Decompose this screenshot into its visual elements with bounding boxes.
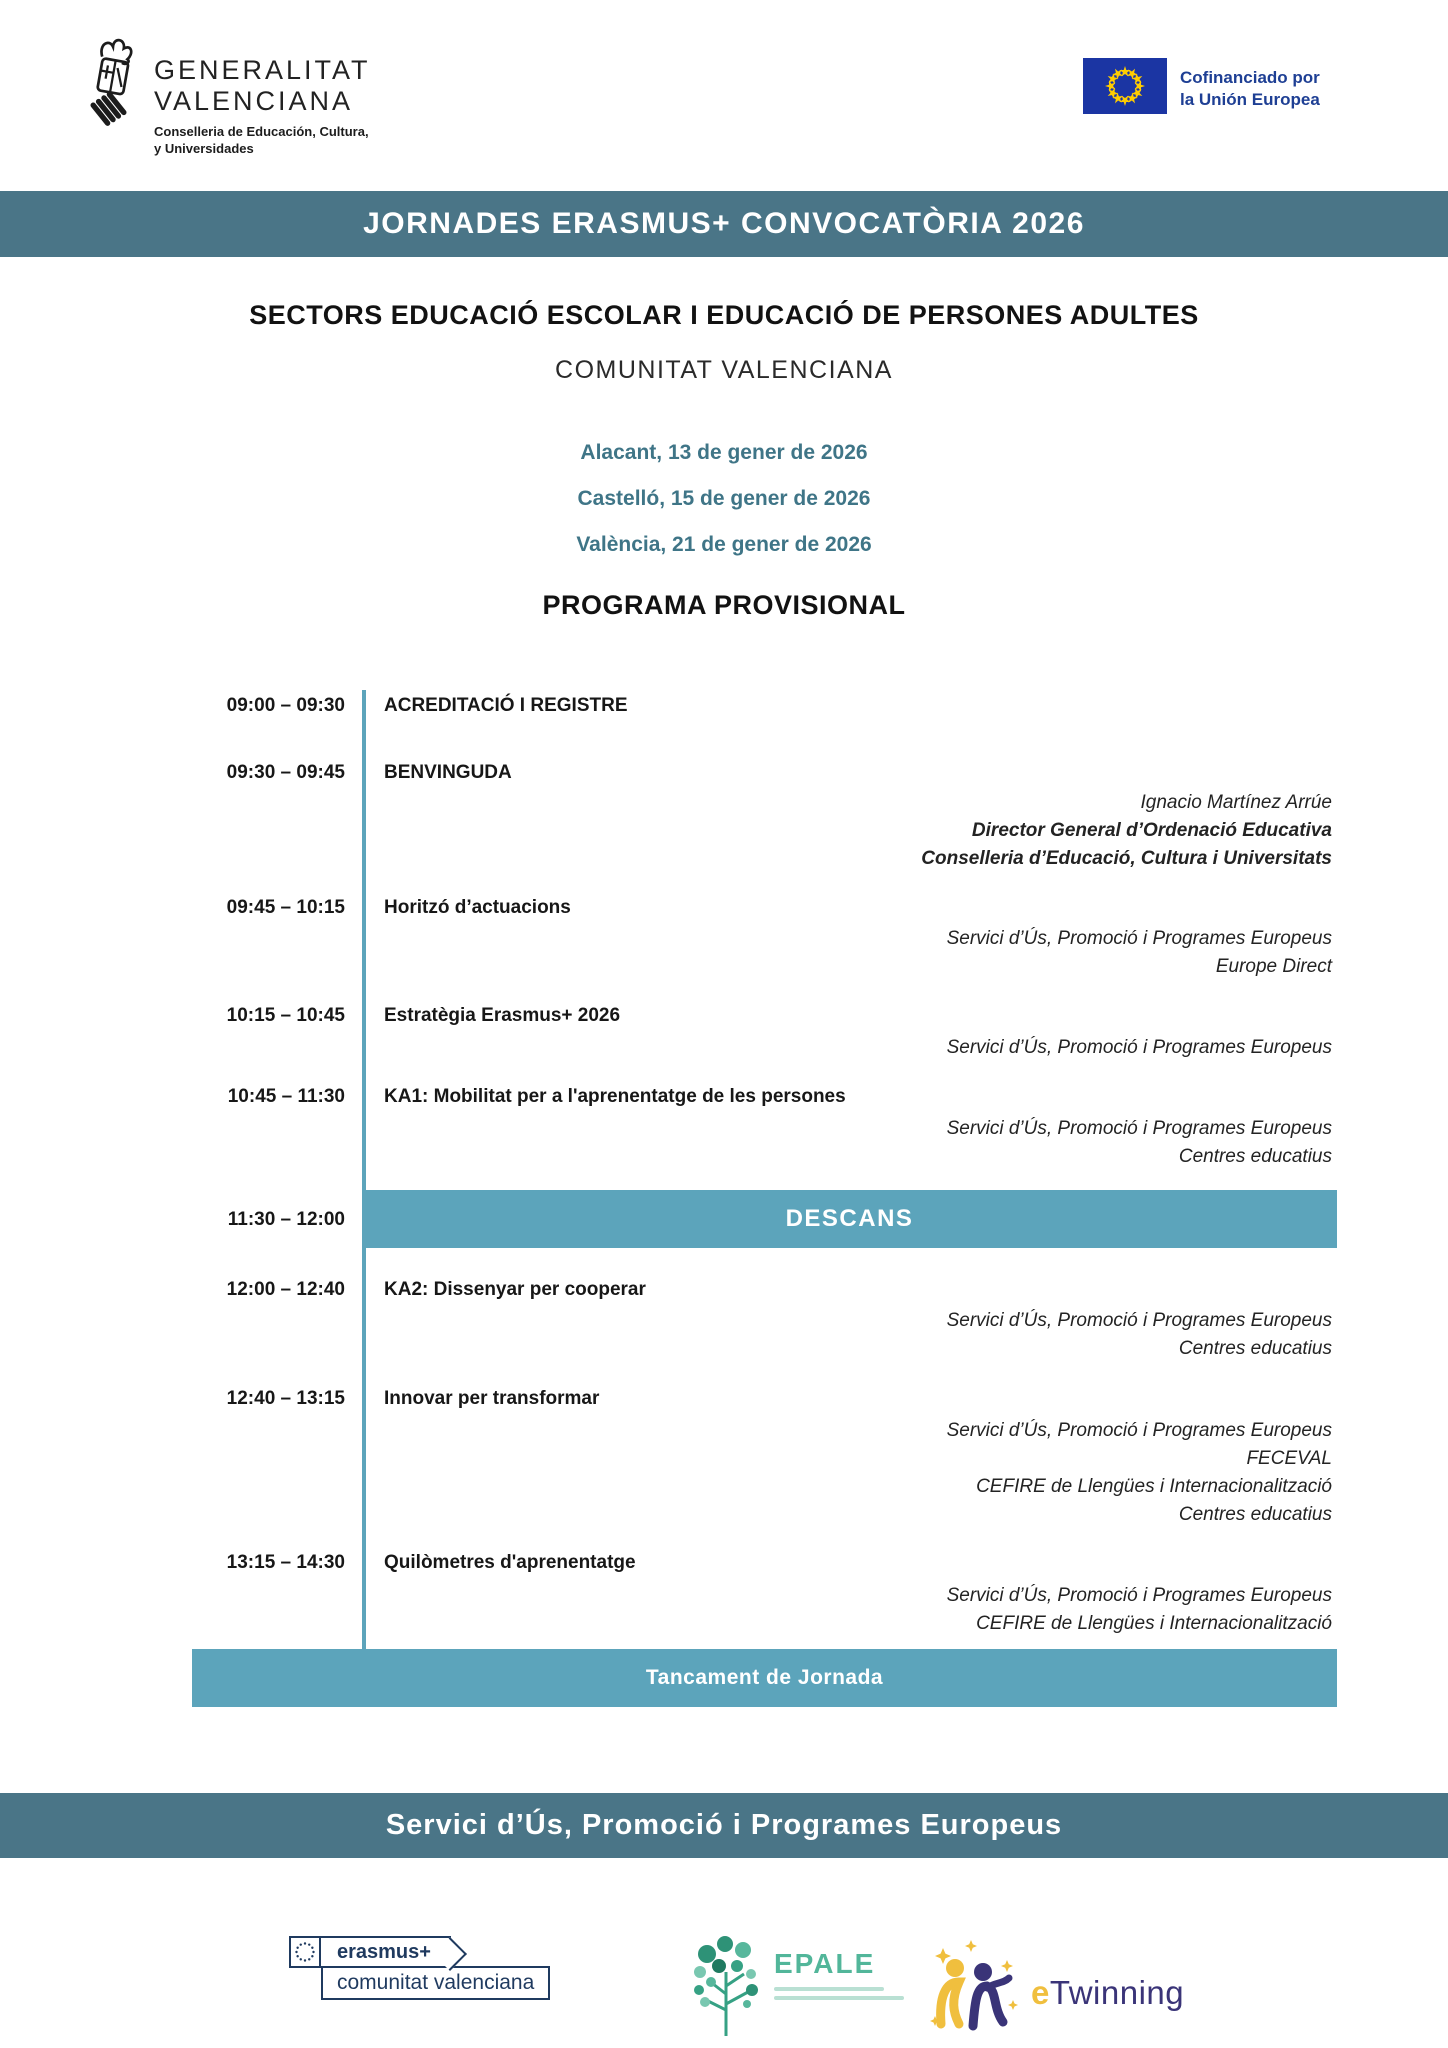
erasmus-plus-logo <box>289 1936 550 2000</box>
gva-name-line1: GENERALITAT <box>154 55 371 85</box>
schedule-time: 13:15 – 14:30 <box>226 1552 345 1573</box>
erasmus-eu-stars-icon <box>289 1936 321 1968</box>
speaker-line: Conselleria d’Educació, Cultura i Universitats <box>921 848 1332 869</box>
speaker-line: Ignacio Martínez Arrúe <box>1140 792 1332 813</box>
etwinning-logo-name <box>1031 1974 1184 2012</box>
etwinning-rest: Twinning <box>1049 1973 1185 2011</box>
etwinning-logo <box>915 1938 1184 2047</box>
eu-cofunded-line2: la Unión Europea <box>1180 89 1320 109</box>
schedule-title: Estratègia Erasmus+ 2026 <box>384 1005 621 1026</box>
break-band <box>362 1190 1337 1248</box>
epale-tagline-bar <box>774 1987 884 1991</box>
speaker-line: Servici d’Ús, Promoció i Programes Europeus <box>946 1118 1332 1139</box>
footer-banner <box>0 1793 1448 1858</box>
epale-tagline-bar <box>774 1996 904 2000</box>
speaker-line: Centres educatius <box>1178 1338 1332 1359</box>
gva-logo <box>86 33 371 157</box>
schedule-title: BENVINGUDA <box>384 762 512 783</box>
speaker-line: CEFIRE de Llengües i Internacionalització <box>976 1476 1332 1497</box>
epale-logo-name: EPALE <box>774 1948 876 1979</box>
speaker-line: Servici d’Ús, Promoció i Programes Europeus <box>946 928 1332 949</box>
gva-dept-line1: Conselleria de Educación, Cultura, <box>154 124 369 139</box>
schedule-title: Quilòmetres d'aprenentatge <box>384 1552 636 1573</box>
gva-name-line2: VALENCIANA <box>154 86 354 116</box>
schedule-title: ACREDITACIÓ I REGISTRE <box>384 695 628 716</box>
schedule-time: 11:30 – 12:00 <box>227 1209 345 1230</box>
region-subheading: COMUNITAT VALENCIANA <box>555 356 893 384</box>
title-banner-text: JORNADES ERASMUS+ CONVOCATÒRIA 2026 <box>363 207 1085 240</box>
epale-logo <box>690 1932 904 2048</box>
closing-band <box>192 1649 1337 1707</box>
closing-band-label: Tancament de Jornada <box>645 1666 884 1689</box>
session-date: Castelló, 15 de gener de 2026 <box>577 487 871 510</box>
eu-cofunded-line1: Cofinanciado por <box>1180 67 1320 87</box>
speaker-line: Servici d’Ús, Promoció i Programes Europeus <box>946 1585 1332 1606</box>
erasmus-logo-region: comunitat valenciana <box>321 1966 550 2000</box>
epale-tree-icon <box>690 1932 762 2048</box>
schedule-time: 09:00 – 09:30 <box>226 695 345 716</box>
schedule-title: Innovar per transformar <box>384 1388 600 1409</box>
gva-coat-of-arms-icon <box>86 33 140 150</box>
speaker-line: FECEVAL <box>1246 1448 1332 1469</box>
schedule-time: 10:45 – 11:30 <box>227 1086 345 1107</box>
speaker-line: Centres educatius <box>1178 1146 1332 1167</box>
schedule-time: 09:30 – 09:45 <box>226 762 345 783</box>
gva-dept-line2: y Universidades <box>154 141 254 156</box>
speaker-line: Servici d’Ús, Promoció i Programes Europeus <box>946 1420 1332 1441</box>
speaker-line: Servici d’Ús, Promoció i Programes Europeus <box>946 1310 1332 1331</box>
schedule-divider-line <box>362 690 366 1649</box>
session-date: València, 21 de gener de 2026 <box>576 533 872 556</box>
speaker-line: Europe Direct <box>1215 956 1332 977</box>
speaker-line: Centres educatius <box>1178 1504 1332 1525</box>
etwinning-e: e <box>1031 1973 1050 2011</box>
speaker-line: Servici d’Ús, Promoció i Programes Europeus <box>946 1037 1332 1058</box>
eu-cofunded-logo <box>1083 58 1320 119</box>
schedule-title: KA1: Mobilitat per a l'aprenentatge de les persones <box>384 1086 846 1107</box>
schedule-title: Horitzó d’actuacions <box>384 897 571 918</box>
schedule-time: 12:00 – 12:40 <box>226 1279 345 1300</box>
program-title: PROGRAMA PROVISIONAL <box>542 590 906 620</box>
speaker-line: Director General d’Ordenació Educativa <box>971 820 1332 841</box>
schedule-time: 10:15 – 10:45 <box>226 1005 345 1026</box>
title-banner <box>0 191 1448 257</box>
sectors-heading: SECTORS EDUCACIÓ ESCOLAR I EDUCACIÓ DE PERSONES ADULTES <box>249 300 1199 330</box>
eu-flag-icon <box>1083 58 1167 119</box>
session-date: Alacant, 13 de gener de 2026 <box>580 441 868 464</box>
speaker-line: CEFIRE de Llengües i Internacionalització <box>976 1613 1332 1634</box>
etwinning-figures-icon <box>915 1938 1027 2047</box>
footer-banner-text: Servici d’Ús, Promoció i Programes Europeus <box>385 1809 1063 1841</box>
session-dates <box>0 430 1448 568</box>
break-band-label: DESCANS <box>785 1205 914 1232</box>
schedule-time: 12:40 – 13:15 <box>226 1388 345 1409</box>
erasmus-logo-name: erasmus+ <box>321 1936 451 1968</box>
schedule-title: KA2: Dissenyar per cooperar <box>384 1279 646 1300</box>
gva-logo-text <box>154 33 371 157</box>
schedule-time: 09:45 – 10:15 <box>226 897 345 918</box>
